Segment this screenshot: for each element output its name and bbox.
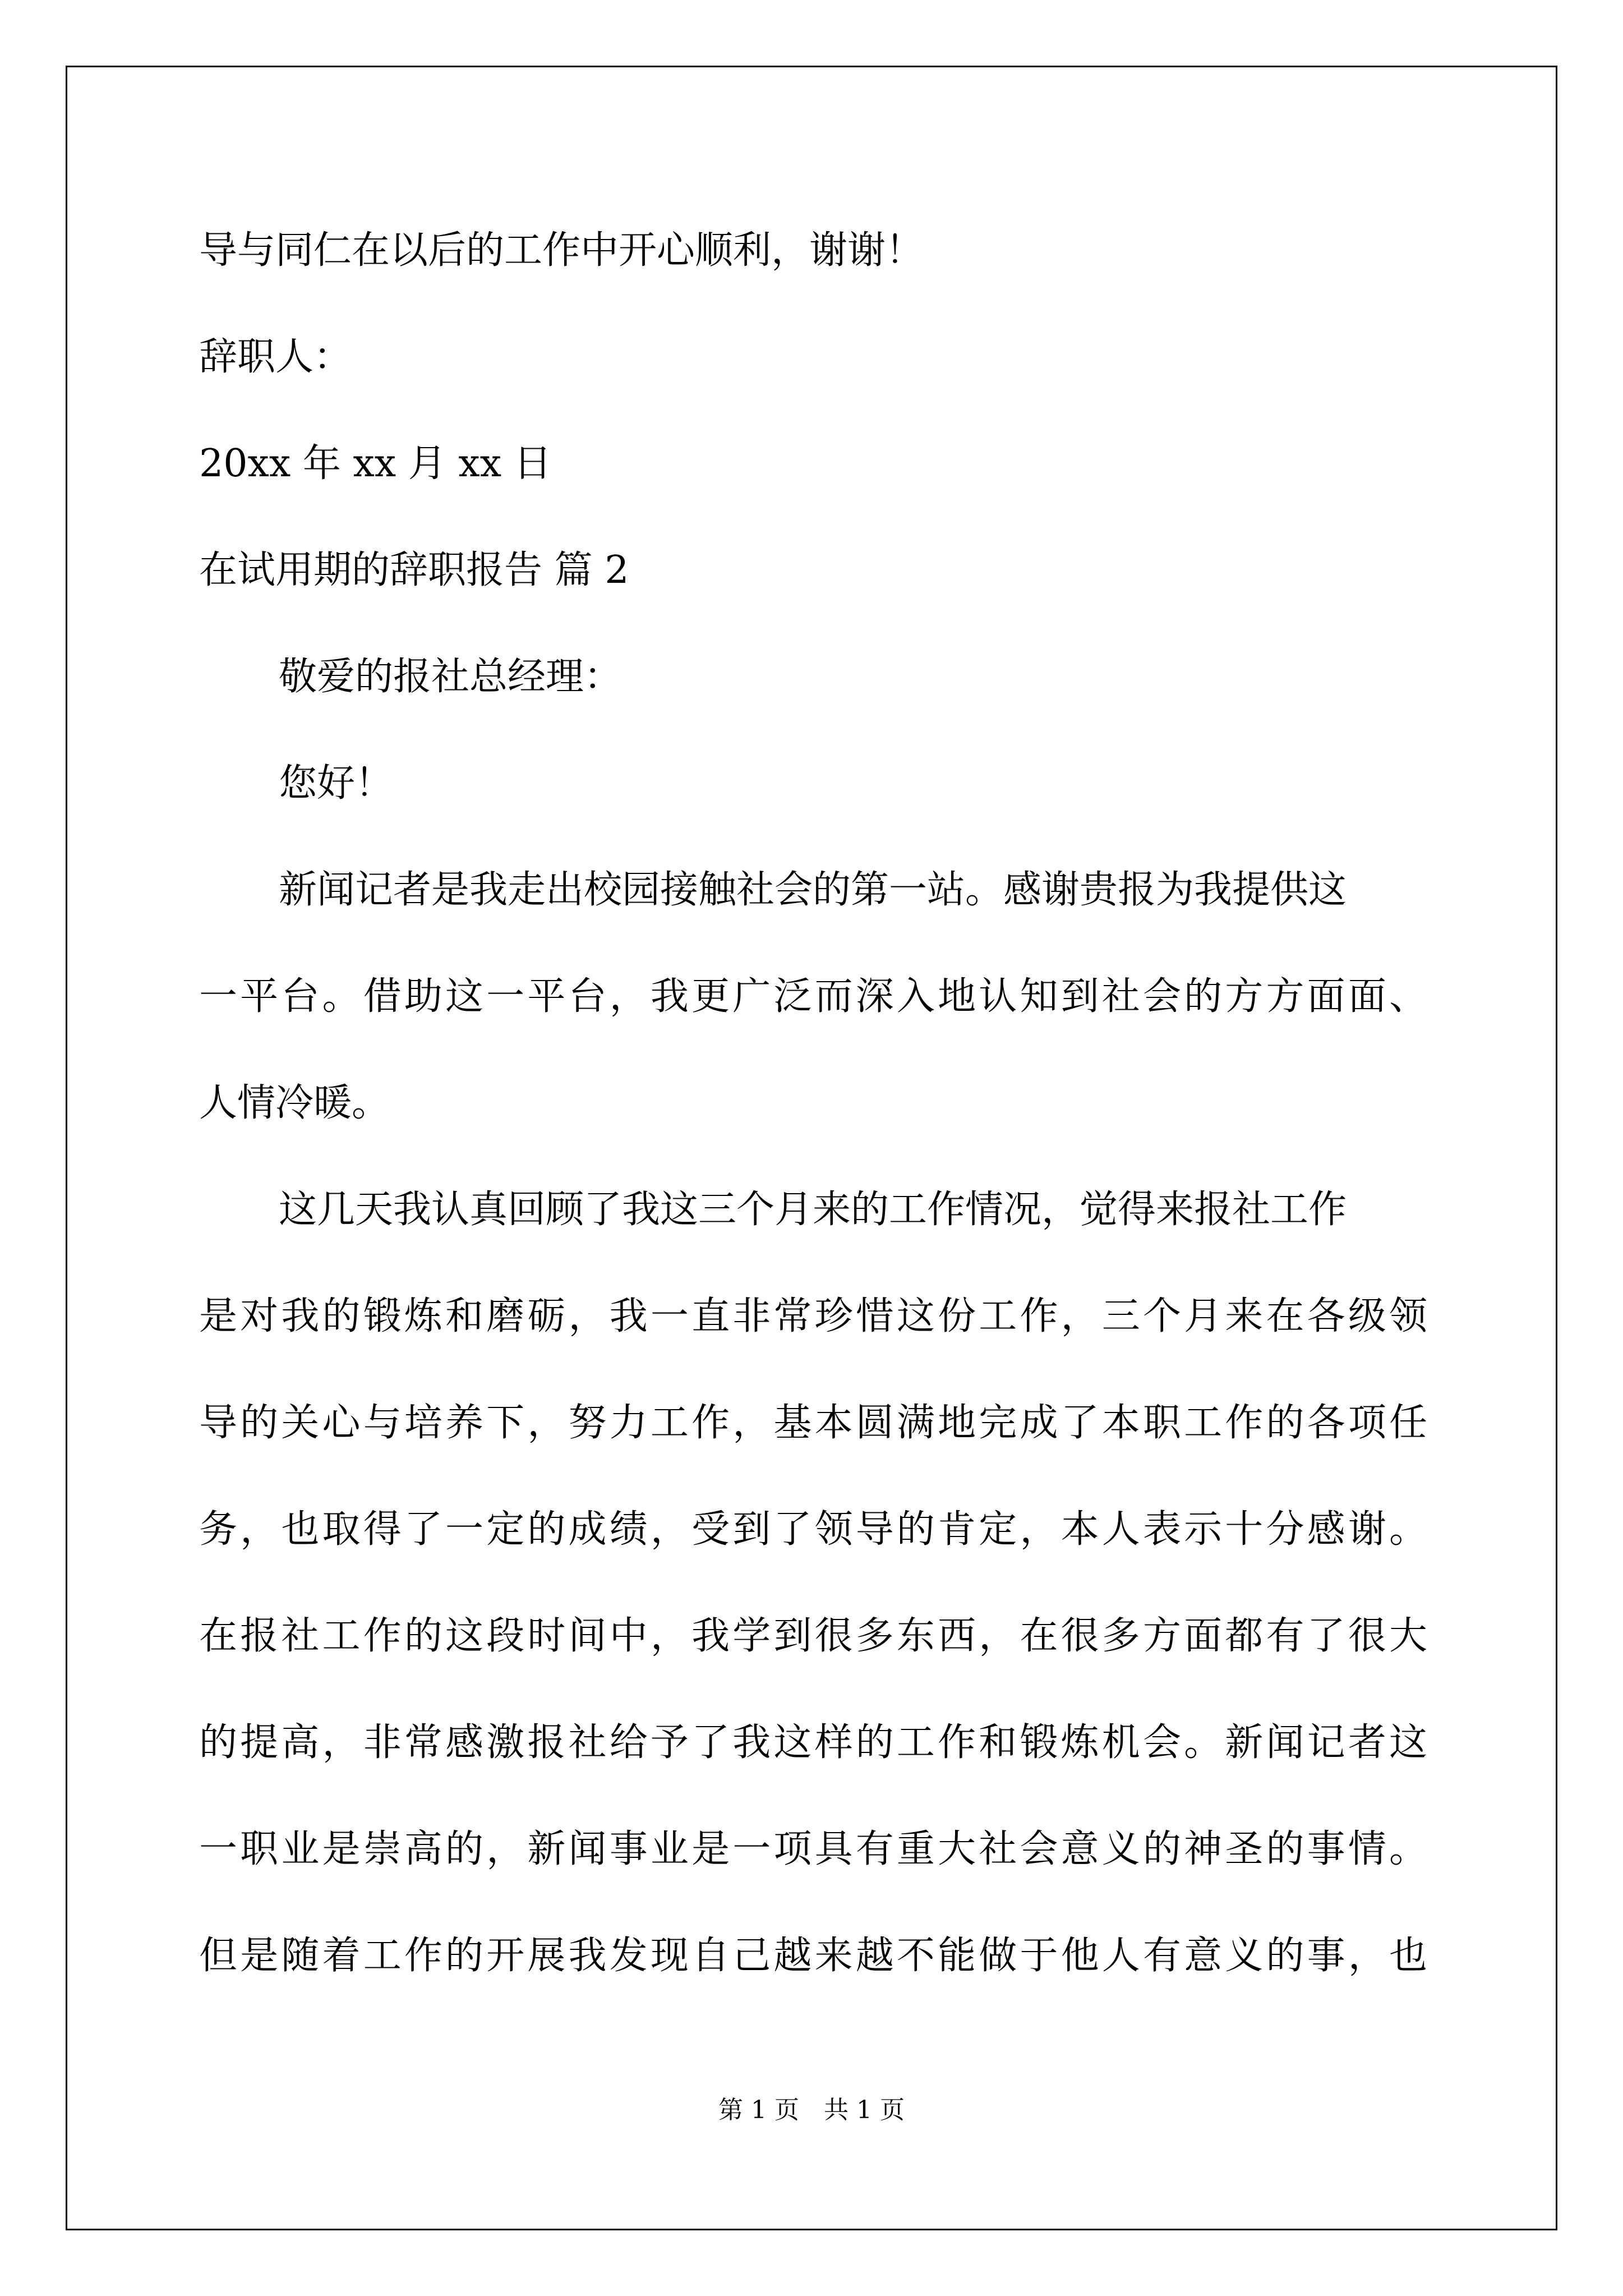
text-line: 新闻记者是我走出校园接触社会的第一站。感谢贵报为我提供这 bbox=[279, 868, 1347, 912]
page-number-footer: 第 1 页 共 1 页 bbox=[718, 2096, 905, 2124]
text-line: 的提高，非常感激报社给予了我这样的工作和锻炼机会。新闻记者这 bbox=[199, 1720, 1427, 1765]
text-line: 导的关心与培养下，努力工作，基本圆满地完成了本职工作的各项任 bbox=[199, 1401, 1427, 1445]
text-line: 但是随着工作的开展我发现自己越来越不能做于他人有意义的事，也 bbox=[199, 1934, 1427, 1978]
section-title: 在试用期的辞职报告 篇 2 bbox=[199, 548, 629, 592]
text-line: 在报社工作的这段时间中，我学到很多东西，在很多方面都有了很大 bbox=[199, 1614, 1427, 1658]
text-line: 一职业是崇高的，新闻事业是一项具有重大社会意义的神圣的事情。 bbox=[199, 1827, 1427, 1871]
text-line: 务，也取得了一定的成绩，受到了领导的肯定，本人表示十分感谢。 bbox=[199, 1507, 1427, 1552]
greeting: 您好！ bbox=[279, 761, 394, 806]
signature-label: 辞职人： bbox=[199, 335, 352, 379]
text-line: 一平台。借助这一平台，我更广泛而深入地认知到社会的方方面面、 bbox=[199, 974, 1427, 1019]
date-line: 20xx 年 xx 月 xx 日 bbox=[199, 441, 552, 486]
text-line: 导与同仁在以后的工作中开心顺利，谢谢！ bbox=[199, 228, 924, 273]
text-line: 人情冷暖。 bbox=[199, 1081, 390, 1125]
text-line: 这几天我认真回顾了我这三个月来的工作情况，觉得来报社工作 bbox=[279, 1188, 1347, 1232]
page-border bbox=[66, 66, 1557, 2230]
text-line: 是对我的锻炼和磨砺，我一直非常珍惜这份工作，三个月来在各级领 bbox=[199, 1294, 1427, 1338]
salutation: 敬爱的报社总经理： bbox=[279, 655, 623, 699]
